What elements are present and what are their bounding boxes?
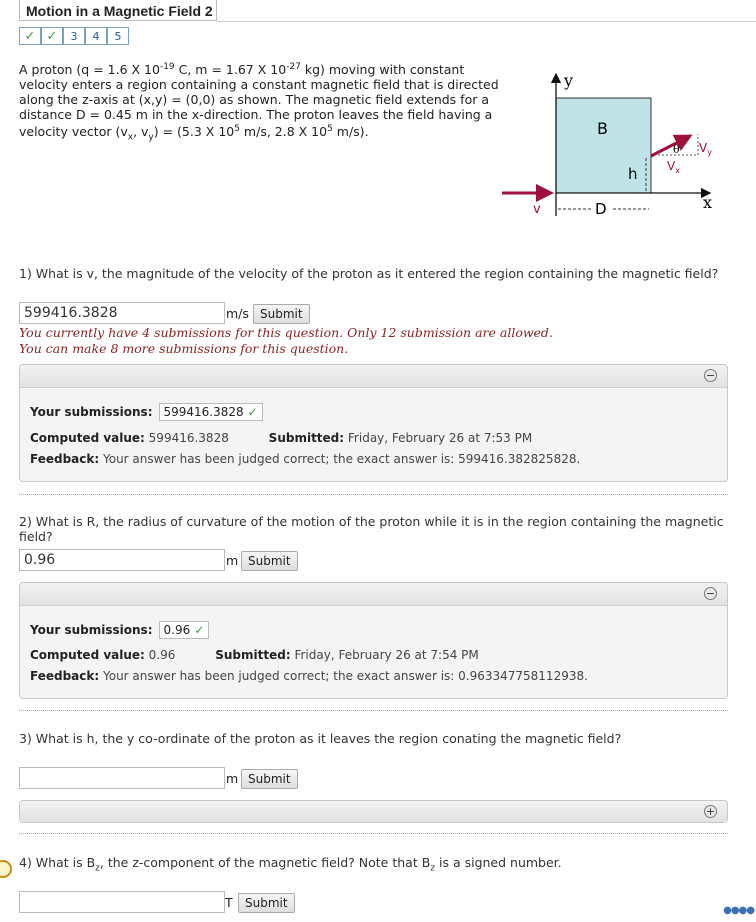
question-divider: [19, 494, 728, 495]
title-rule: [217, 21, 756, 22]
question-4-submit-button[interactable]: Submit: [238, 893, 295, 913]
vy-label: $V_y$: [699, 141, 712, 157]
question-2-unit: m: [226, 553, 239, 568]
y-axis-label: y: [564, 71, 574, 90]
feedback-row: Feedback: Your answer has been judged correct; the exact answer is: 0.963347758112938.: [30, 669, 588, 683]
field-label: B: [597, 119, 608, 138]
submitted-answer: 0.96 ✓: [159, 621, 210, 639]
your-submissions-row: Your submissions: 599416.3828 ✓: [30, 403, 263, 421]
computed-value-row: Computed value: 599416.3828 Submitted: Friday, February 26 at 7:53 PM: [30, 431, 533, 445]
question-4-unit: T: [225, 895, 233, 910]
correct-check-icon: ✓: [194, 623, 205, 637]
collapse-icon[interactable]: −: [705, 587, 716, 600]
panel-header[interactable]: [20, 583, 727, 606]
question-3-submit-button[interactable]: Submit: [241, 769, 298, 789]
problem-statement: A proton (q = 1.6 X $10^{-19}$ C, m = 1.67 X $10^{-27}$ kg) moving with constant velocity enters a region containing a constant magnetic field that is directed along the z-axis at (x,y) = (0,0) as shown. The magnetic field extends for a distance D = 0.45 m in the x-direction. The proton leaves the field having a velocity vector ($v_x$, $v_y) = (5.3$ X $10^5$ m/s, 2.8 X $10^5$ m/s).: [19, 62, 499, 143]
question-3-results-panel: [19, 800, 728, 823]
question-3-unit: m: [226, 771, 239, 786]
tab-question-2[interactable]: ✓: [41, 27, 63, 45]
question-3-input[interactable]: [19, 767, 225, 789]
panel-header[interactable]: [20, 365, 727, 388]
remaining-submissions-notice: You can make 8 more submissions for this question.: [19, 341, 349, 356]
question-divider: [19, 710, 728, 711]
question-2-input[interactable]: [19, 549, 225, 571]
question-2-results-panel: [19, 582, 728, 699]
correct-check-icon: ✓: [247, 405, 258, 419]
question-2-submit-button[interactable]: Submit: [241, 551, 298, 571]
question-divider: [19, 833, 728, 834]
expand-icon[interactable]: +: [705, 805, 716, 818]
exit-velocity-arrow: [651, 136, 690, 156]
question-1-text: 1) What is v, the magnitude of the velocity of the proton as it entered the region containing the magnetic field?: [19, 266, 719, 281]
physics-diagram: [495, 66, 730, 226]
question-3-text: 3) What is h, the y co-ordinate of the proton as it leaves the region conating the magnetic field?: [19, 731, 622, 746]
d-label: D: [595, 200, 607, 218]
feedback-row: Feedback: Your answer has been judged correct; the exact answer is: 599416.382825828.: [30, 452, 581, 466]
theta-label: θ: [673, 143, 680, 156]
question-tabs: [19, 27, 129, 46]
tab-question-5[interactable]: 5: [107, 27, 129, 45]
velocity-label: v: [533, 202, 541, 217]
tab-question-4[interactable]: 4: [85, 27, 107, 45]
submitted-answer: 599416.3828 ✓: [159, 403, 263, 421]
timer-icon[interactable]: [0, 860, 12, 878]
submission-count-notice: You currently have 4 submissions for this question. Only 12 submission are allowed.: [19, 325, 553, 340]
more-options-icon[interactable]: ●●●●: [723, 905, 754, 916]
vx-label: $V_x$: [667, 159, 680, 175]
question-1-input[interactable]: [19, 302, 225, 324]
tab-question-3[interactable]: 3: [63, 27, 85, 45]
question-4-text: 4) What is $B_z$, the z-component of the magnetic field? Note that $B_z$ is a signed number.: [19, 855, 562, 874]
question-1-submit-button[interactable]: Submit: [253, 304, 310, 324]
x-axis-label: x: [703, 193, 713, 212]
tab-question-1[interactable]: ✓: [19, 27, 41, 45]
panel-header[interactable]: [20, 801, 727, 822]
h-label: h: [628, 165, 638, 183]
question-2-text: 2) What is R, the radius of curvature of the motion of the proton while it is in the region containing the magnetic field?: [19, 514, 724, 544]
question-4-input[interactable]: [19, 891, 225, 913]
collapse-icon[interactable]: −: [705, 369, 716, 382]
computed-value-row: Computed value: 0.96 Submitted: Friday, February 26 at 7:54 PM: [30, 648, 479, 662]
question-1-results-panel: [19, 364, 728, 482]
question-1-unit: m/s: [226, 306, 249, 321]
page-title: Motion in a Magnetic Field 2: [19, 0, 217, 21]
your-submissions-row: Your submissions: 0.96 ✓: [30, 621, 209, 639]
